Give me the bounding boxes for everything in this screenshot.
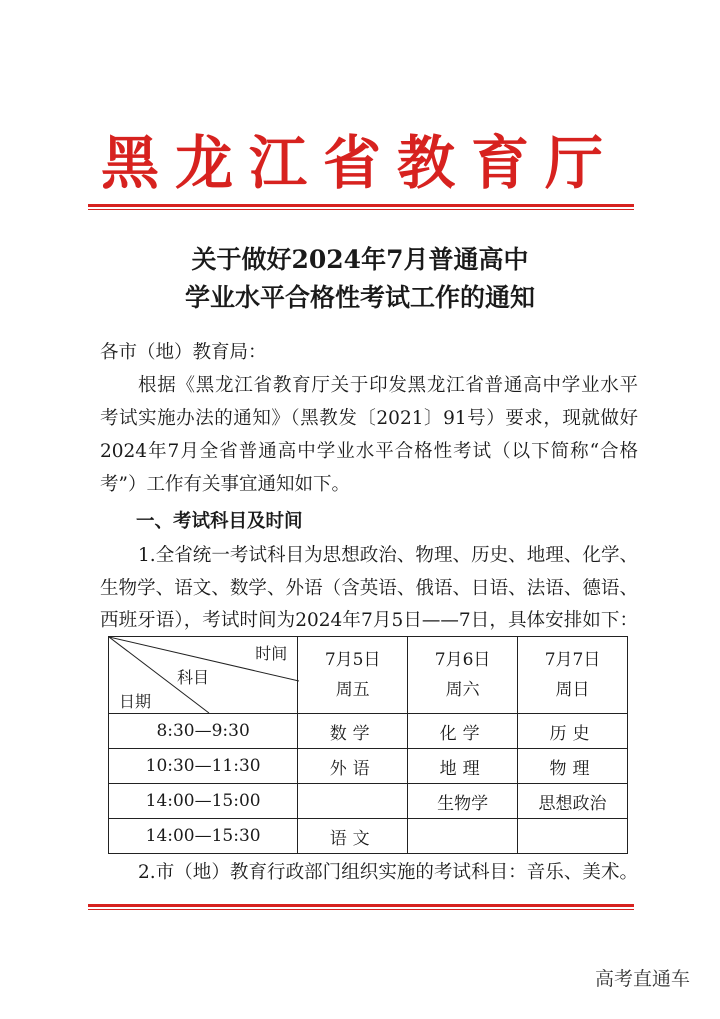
day-header xyxy=(298,637,408,714)
letterhead-rule-thick xyxy=(88,204,634,207)
para1-line1: 根据《黑龙江省教育厅关于印发黑龙江省普通高中学业水平 xyxy=(138,375,638,396)
subject-cell: 思想政治 xyxy=(518,784,628,819)
letterhead-rule-thin xyxy=(88,209,634,210)
notice-title-line1: 关于做好2024年7月普通高中 xyxy=(191,245,529,274)
org-letterhead: 黑龙江省教育厅 xyxy=(100,129,619,197)
table-row xyxy=(109,819,628,854)
section1-heading: 一、考试科目及时间 xyxy=(136,511,303,532)
item1-line2: 生物学、语文、数学、外语（含英语、俄语、日语、法语、德语、 xyxy=(100,578,638,599)
subject-cell: 化学 xyxy=(408,714,518,749)
footer-rule-thick xyxy=(88,904,634,907)
header-label-date: 日期 xyxy=(119,692,152,711)
item2-line: 2.市（地）教育行政部门组织实施的考试科目：音乐、美术。 xyxy=(138,862,638,883)
day-weekday: 周六 xyxy=(445,680,480,700)
exam-schedule-table xyxy=(108,636,628,854)
source-watermark: 高考直通车 xyxy=(594,968,690,990)
subject-cell: 物理 xyxy=(518,749,628,784)
subject-cell xyxy=(298,784,408,819)
subject-cell xyxy=(518,819,628,854)
subject-cell: 生物学 xyxy=(408,784,518,819)
subject-cell: 语文 xyxy=(298,819,408,854)
para1-line4: 考”）工作有关事宜通知如下。 xyxy=(100,474,350,495)
day-weekday: 周五 xyxy=(335,680,370,700)
item1-line1: 1.全省统一考试科目为思想政治、物理、历史、地理、化学、 xyxy=(138,545,638,566)
header-label-time: 时间 xyxy=(255,644,288,663)
day-date: 7月6日 xyxy=(434,650,491,670)
time-cell: 8:30—9:30 xyxy=(109,714,298,749)
day-date: 7月7日 xyxy=(544,650,601,670)
notice-title-line2: 学业水平合格性考试工作的通知 xyxy=(184,283,535,312)
day-header xyxy=(408,637,518,714)
table-header-row xyxy=(109,637,628,714)
table-row xyxy=(109,749,628,784)
time-cell: 10:30—11:30 xyxy=(109,749,298,784)
time-cell: 14:00—15:30 xyxy=(109,819,298,854)
header-label-subject: 科目 xyxy=(177,668,210,687)
subject-cell xyxy=(408,819,518,854)
day-header xyxy=(518,637,628,714)
para1-line2: 考试实施办法的通知》（黑教发〔2021〕91号）要求，现就做好 xyxy=(100,408,638,429)
table-row xyxy=(109,714,628,749)
day-weekday: 周日 xyxy=(555,680,590,700)
subject-cell: 外语 xyxy=(298,749,408,784)
time-cell: 14:00—15:00 xyxy=(109,784,298,819)
salutation: 各市（地）教育局： xyxy=(100,342,267,363)
table-row xyxy=(109,784,628,819)
footer-rule-thin xyxy=(88,909,634,910)
day-date: 7月5日 xyxy=(324,650,381,670)
subject-cell: 数学 xyxy=(298,714,408,749)
subject-cell: 地理 xyxy=(408,749,518,784)
para1-line3: 2024年7月全省普通高中学业水平合格性考试（以下简称“合格 xyxy=(100,441,638,462)
item1-line3: 西班牙语），考试时间为2024年7月5日——7日，具体安排如下： xyxy=(100,610,638,631)
subject-cell: 历史 xyxy=(518,714,628,749)
diagonal-header-cell xyxy=(109,637,298,714)
